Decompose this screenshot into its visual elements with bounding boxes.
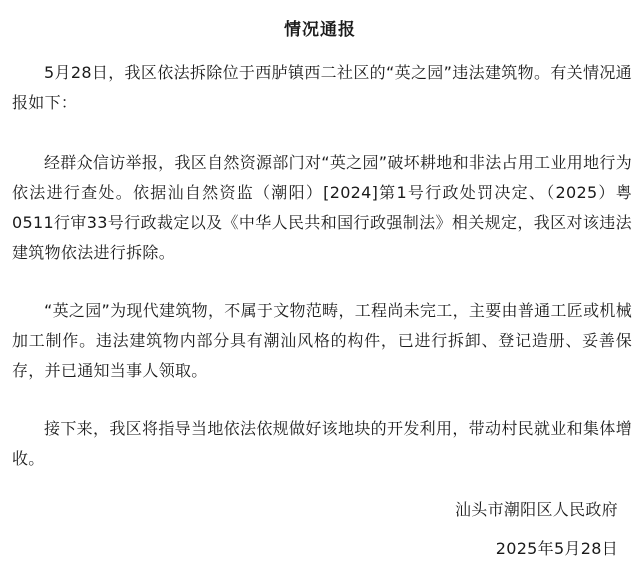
paragraph-intro: 5月28日，我区依法拆除位于西胪镇西二社区的“英之园”违法建筑物。有关情况通报如下： [12,63,632,112]
issuer-signature: 汕头市潮阳区人民政府 [454,500,618,519]
document-title: 情况通报 [284,20,356,40]
paragraph-next-steps: 接下来，我区将指导当地依法依规做好该地块的开发利用，带动村民就业和集体增收。 [12,419,632,468]
issue-date: 2025年5月28日 [495,539,618,558]
paragraph-investigation: 经群众信访举报，我区自然资源部门对“英之园”破坏耕地和非法占用工业用地行为依法进行查处。依据汕自然资监（潮阳）[2024]第1号行政处罚决定、（2025）粤0511行审33号行政裁定以及《中华人民共和国行政强制法》相关规定，我区对该违法建筑物依法进行拆除。 [12,153,632,262]
paragraph-building-details: “英之园”为现代建筑物，不属于文物范畴，工程尚未完工，主要由普通工匠或机械加工制作。违法建筑物内部分具有潮汕风格的构件，已进行拆卸、登记造册、妥善保存，并已通知当事人领取。 [12,301,632,380]
